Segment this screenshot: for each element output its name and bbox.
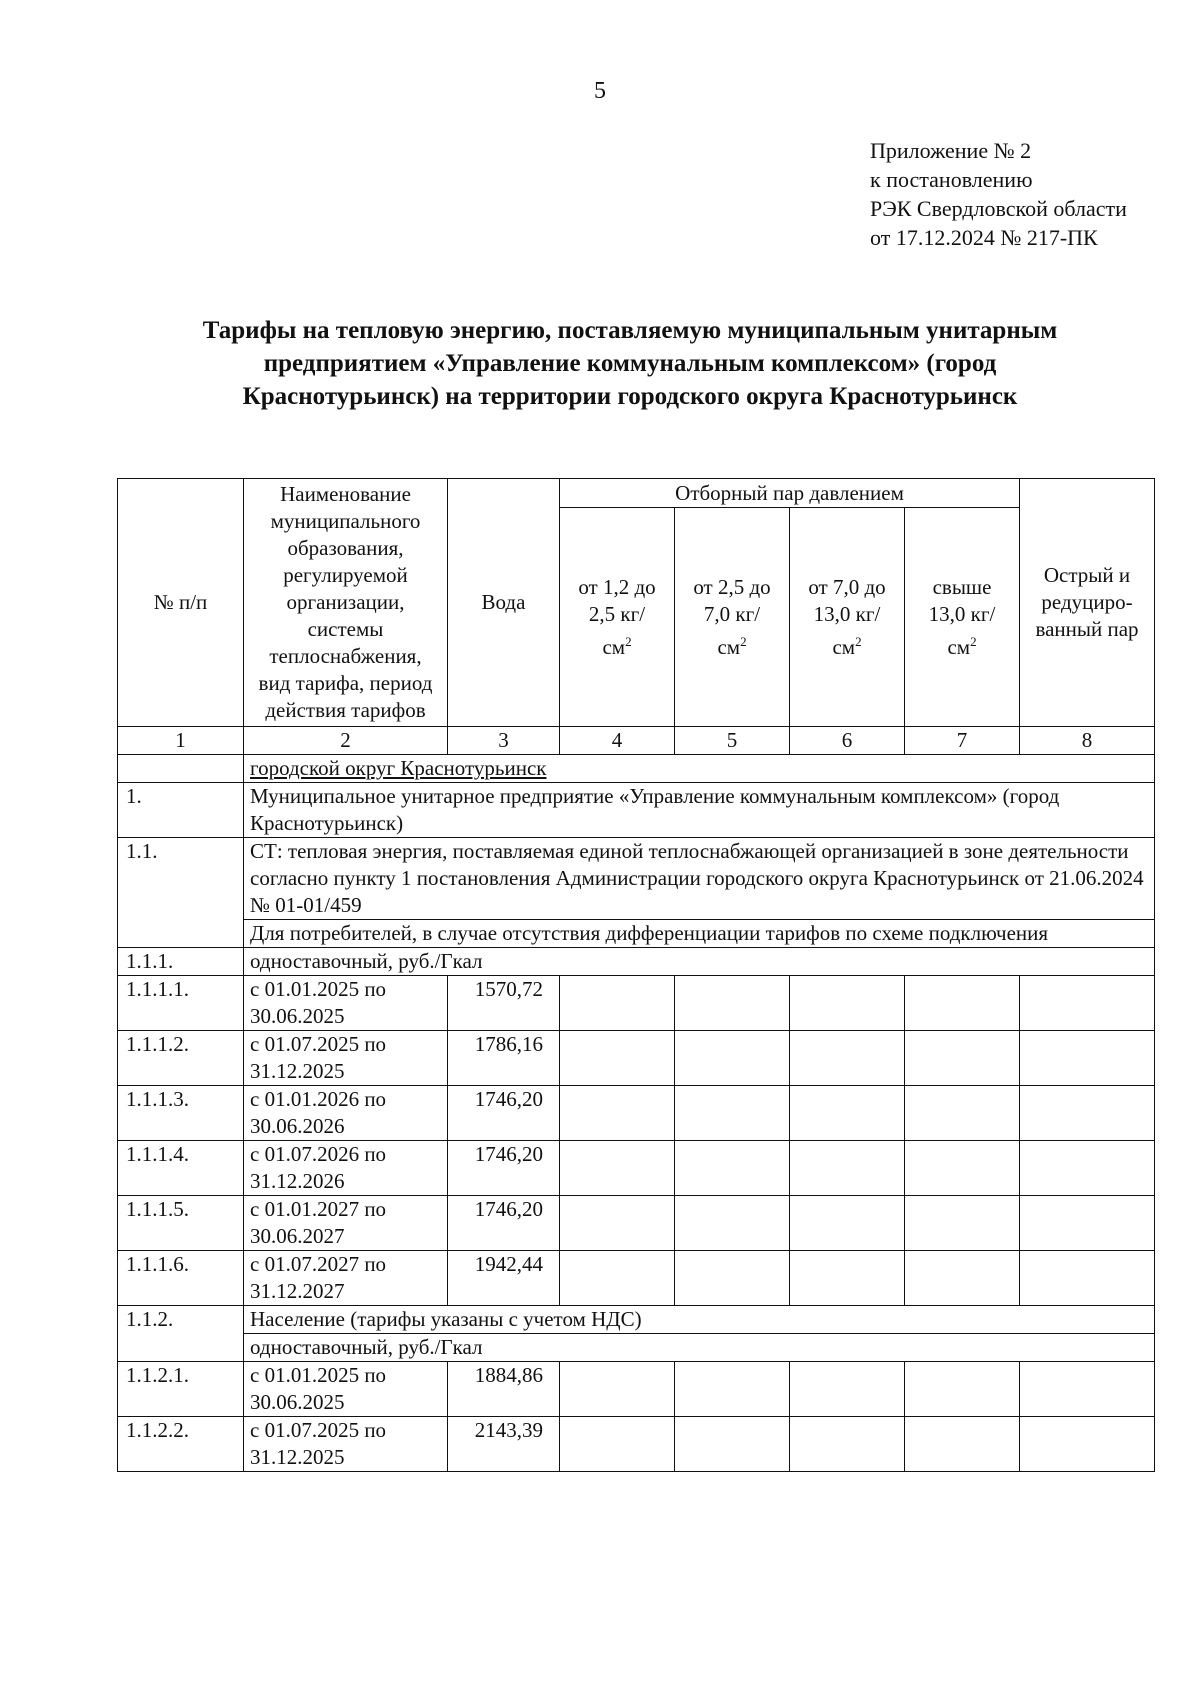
water-tariff-value: 1746,20	[448, 1086, 560, 1141]
region-row	[118, 755, 1155, 783]
tariff-row	[118, 976, 1155, 1031]
empty-cell	[905, 976, 1020, 1031]
empty-cell	[790, 1196, 905, 1251]
empty-cell	[1020, 1362, 1155, 1417]
empty-cell	[560, 1086, 675, 1141]
header-sharp-steam: Острый и редуциро-ванный пар	[1020, 479, 1155, 727]
empty-cell	[675, 1086, 790, 1141]
tariff-row	[118, 1251, 1155, 1306]
row-number: 1.1.2.1.	[118, 1362, 244, 1417]
empty-cell	[905, 1031, 1020, 1086]
single-rate-row	[118, 1334, 1155, 1362]
tariff-period: с 01.07.2025 по 31.12.2025	[244, 1417, 448, 1472]
empty-cell	[905, 1251, 1020, 1306]
tariff-period: с 01.01.2025 по 30.06.2025	[244, 976, 448, 1031]
empty-cell	[1020, 1086, 1155, 1141]
header-num: № п/п	[118, 479, 244, 727]
page-number: 5	[594, 78, 606, 104]
tariff-row	[118, 1031, 1155, 1086]
empty-cell	[560, 1362, 675, 1417]
header-steam-group: Отборный пар давлением	[560, 479, 1020, 508]
empty-cell	[790, 1141, 905, 1196]
column-number-row	[118, 727, 1155, 755]
row-number: 1.1.1.2.	[118, 1031, 244, 1086]
empty-cell	[790, 1417, 905, 1472]
row-number: 1.	[118, 783, 244, 838]
empty-cell	[1020, 976, 1155, 1031]
tariff-row	[118, 1196, 1155, 1251]
row-number: 1.1.1.6.	[118, 1251, 244, 1306]
empty-cell	[905, 1417, 1020, 1472]
empty-cell	[790, 1086, 905, 1141]
population-row	[118, 1306, 1155, 1334]
water-tariff-value: 1786,16	[448, 1031, 560, 1086]
tariff-rows-group-1	[118, 976, 1155, 1306]
empty-cell	[1020, 1031, 1155, 1086]
tariff-period: с 01.07.2027 по 31.12.2027	[244, 1251, 448, 1306]
empty-cell	[790, 976, 905, 1031]
org-name: Муниципальное унитарное предприятие «Управление коммунальным комплексом» (город Краснотурьинск)	[244, 783, 1155, 838]
tariff-row	[118, 1417, 1155, 1472]
appendix-line-3: РЭК Свердловской области	[870, 196, 1127, 221]
document-title	[150, 314, 1110, 413]
tariff-row	[118, 1086, 1155, 1141]
row-number: 1.1.1.3.	[118, 1086, 244, 1141]
water-tariff-value: 1746,20	[448, 1141, 560, 1196]
row-number: 1.1.2.2.	[118, 1417, 244, 1472]
empty-cell	[675, 1141, 790, 1196]
appendix-line-1: Приложение № 2	[870, 138, 1032, 163]
empty-cell	[905, 1362, 1020, 1417]
st-description: СТ: тепловая энергия, поставляемая единой теплоснабжающей организацией в зоне деятельности согласно пункту 1 постановления Администрации городского округа Краснотурьинск от 21.06.2024 № 01-01/459	[244, 838, 1155, 920]
empty-cell	[905, 1196, 1020, 1251]
empty-cell	[1020, 1251, 1155, 1306]
title-line-1: Тарифы на тепловую энергию, поставляемую муниципальным унитарным	[202, 317, 1058, 344]
row-number: 1.1.2.	[118, 1306, 244, 1362]
tariff-type: одноставочный, руб./Гкал	[244, 1334, 1155, 1362]
header-pressure-2: от 2,5 до 7,0 $кг/см^2$	[675, 508, 790, 727]
header-water: Вода	[448, 479, 560, 727]
water-tariff-value: 1884,86	[448, 1362, 560, 1417]
col-number: 5	[675, 727, 790, 755]
empty-cell	[905, 1141, 1020, 1196]
empty-cell	[560, 1196, 675, 1251]
header-row-1	[118, 479, 1155, 508]
tariff-period: с 01.07.2026 по 31.12.2026	[244, 1141, 448, 1196]
col-number: 1	[118, 727, 244, 755]
tariff-rows-group-2	[118, 1362, 1155, 1472]
empty-cell	[675, 1251, 790, 1306]
appendix-note	[870, 136, 1127, 252]
tariff-row	[118, 1141, 1155, 1196]
water-tariff-value: 1746,20	[448, 1196, 560, 1251]
empty-cell	[1020, 1141, 1155, 1196]
empty-cell	[1020, 1196, 1155, 1251]
water-tariff-value: 2143,39	[448, 1417, 560, 1472]
empty-cell	[675, 1362, 790, 1417]
tariff-type: одноставочный, руб./Гкал	[244, 948, 1155, 976]
tariff-period: с 01.01.2026 по 30.06.2026	[244, 1086, 448, 1141]
population-label: Население (тарифы указаны с учетом НДС)	[244, 1306, 1155, 1334]
header-name: Наименование муниципального образования, регулируемой организации, системы теплоснабжения, вид тарифа, период действия тарифов	[244, 479, 448, 727]
row-number: 1.1.1.1.	[118, 976, 244, 1031]
empty-cell	[790, 1362, 905, 1417]
org-row	[118, 783, 1155, 838]
title-line-2: предприятием «Управление коммунальным комплексом» (город	[263, 350, 997, 377]
empty-cell	[675, 1417, 790, 1472]
tariff-table	[117, 478, 1155, 1472]
col-number: 4	[560, 727, 675, 755]
empty-cell	[560, 1251, 675, 1306]
tariff-period: с 01.07.2025 по 31.12.2025	[244, 1031, 448, 1086]
tariff-row	[118, 1362, 1155, 1417]
empty-cell	[560, 976, 675, 1031]
col-number: 2	[244, 727, 448, 755]
header-pressure-1: от 1,2 до 2,5 $кг/см^2$	[560, 508, 675, 727]
empty-cell	[905, 1086, 1020, 1141]
col-number: 3	[448, 727, 560, 755]
region-name: городской округ Краснотурьинск	[244, 755, 1155, 783]
empty-cell	[560, 1031, 675, 1086]
empty-cell	[560, 1141, 675, 1196]
row-number: 1.1.1.4.	[118, 1141, 244, 1196]
col-number: 6	[790, 727, 905, 755]
tariff-period: с 01.01.2027 по 30.06.2027	[244, 1196, 448, 1251]
empty-cell	[560, 1417, 675, 1472]
row-number: 1.1.1.5.	[118, 1196, 244, 1251]
empty-cell	[790, 1251, 905, 1306]
row-number: 1.1.1.	[118, 948, 244, 976]
col-number: 8	[1020, 727, 1155, 755]
empty-cell	[790, 1031, 905, 1086]
title-line-3: Краснотурьинск) на территории городского округа Краснотурьинск	[242, 383, 1018, 410]
single-rate-row	[118, 948, 1155, 976]
water-tariff-value: 1570,72	[448, 976, 560, 1031]
empty-cell	[1020, 1417, 1155, 1472]
empty-cell	[675, 976, 790, 1031]
tariff-period: с 01.01.2025 по 30.06.2025	[244, 1362, 448, 1417]
row-number: 1.1.	[118, 838, 244, 948]
appendix-line-4: от 17.12.2024 № 217-ПК	[870, 225, 1098, 250]
header-pressure-4: свыше 13,0 $кг/см^2$	[905, 508, 1020, 727]
consumers-note-row	[118, 920, 1155, 948]
appendix-line-2: к постановлению	[870, 167, 1033, 192]
consumers-note: Для потребителей, в случае отсутствия дифференциации тарифов по схеме подключения	[244, 920, 1155, 948]
empty-cell	[675, 1031, 790, 1086]
empty-cell	[675, 1196, 790, 1251]
st-row	[118, 838, 1155, 920]
water-tariff-value: 1942,44	[448, 1251, 560, 1306]
header-pressure-3: от 7,0 до 13,0 $кг/см^2$	[790, 508, 905, 727]
col-number: 7	[905, 727, 1020, 755]
